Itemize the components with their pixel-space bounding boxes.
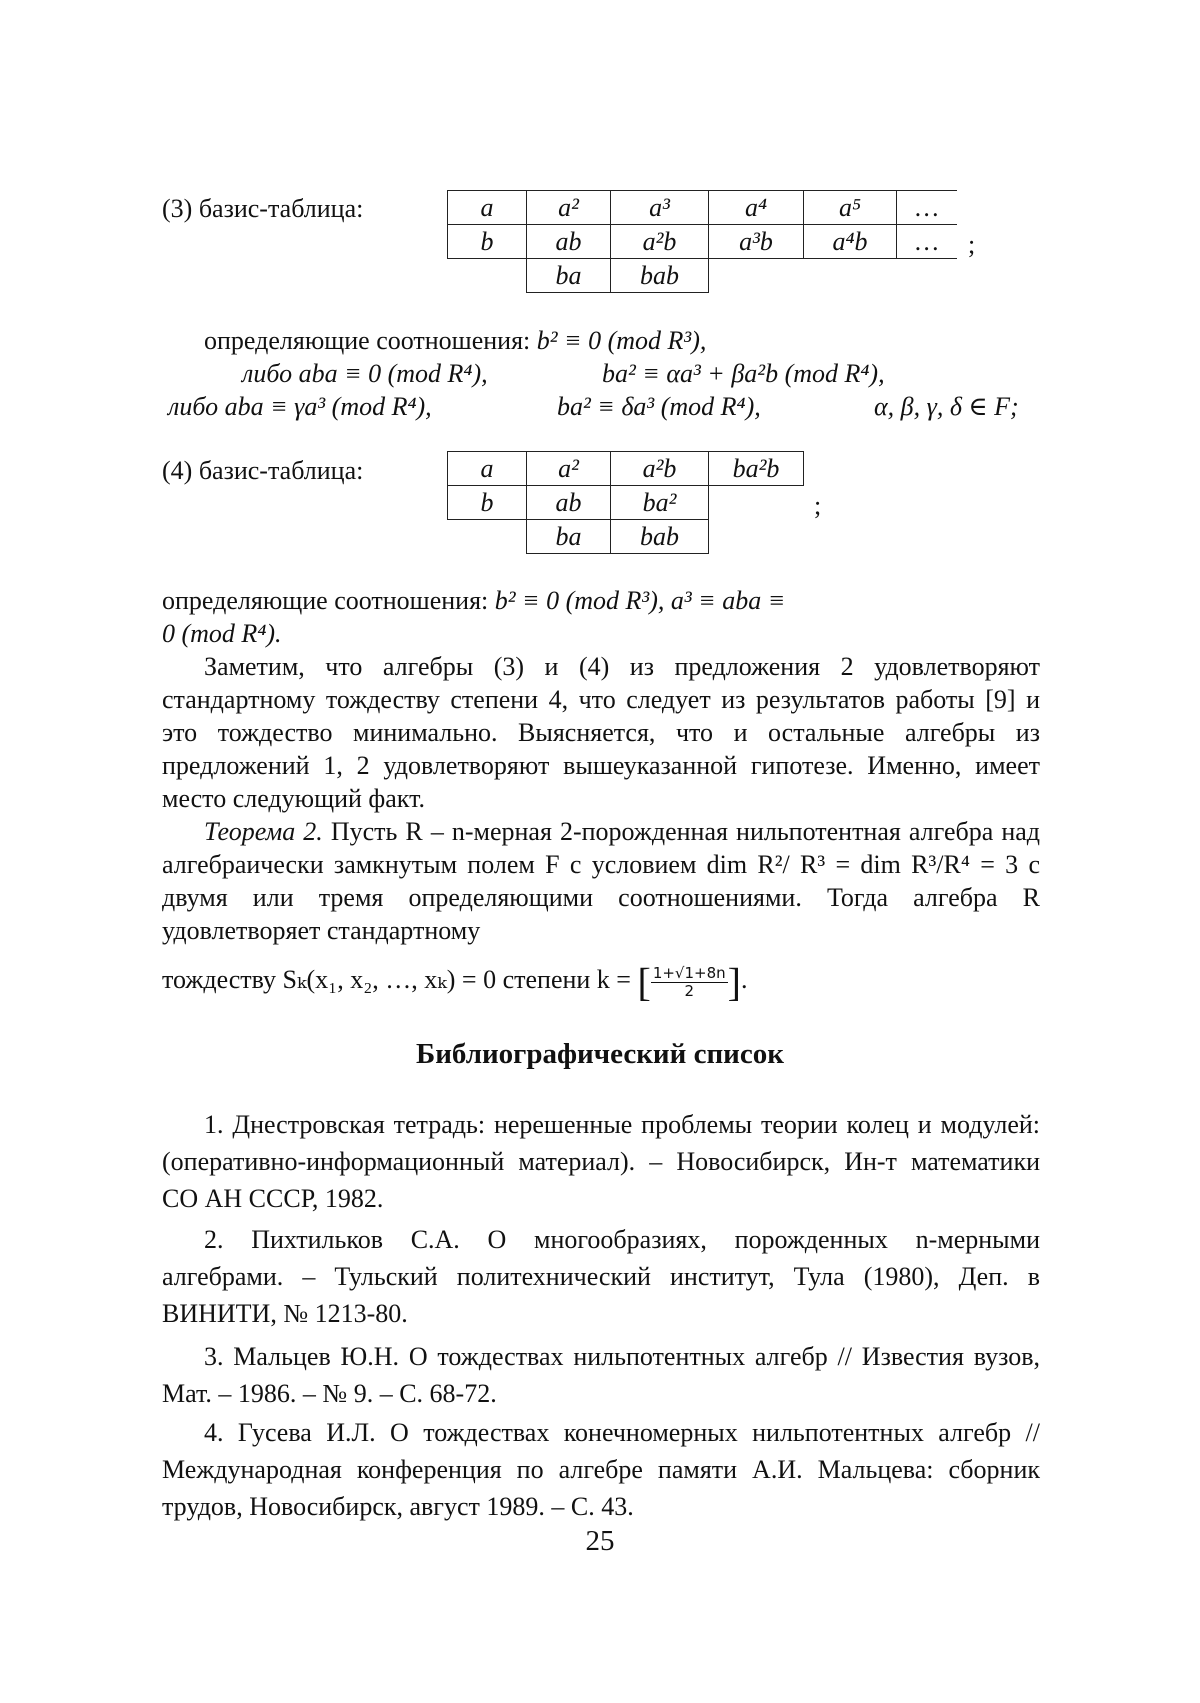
theorem-text: Пусть R – n-мерная 2-порожденная нильпотентная алгебра над алгебраически замкнутым полем F с условием dim R²/ R³ = dim R³/R⁴ = 3 с двумя или тремя определяющими соотношениями. Тогда алгебра R удовлетворяет стандартному bbox=[162, 817, 1040, 945]
b3-r2-c2: ab bbox=[527, 225, 611, 259]
b3-r2-c1: b bbox=[448, 225, 527, 259]
b3-r1-c1: a bbox=[448, 191, 527, 225]
block3-relations-line1 bbox=[204, 324, 706, 357]
block3-relation-aba-gamma: либо aba ≡ γa³ (mod R⁴), bbox=[168, 390, 432, 423]
block4-basis-table bbox=[447, 451, 804, 554]
block4-semicolon: ; bbox=[814, 489, 821, 522]
document-page bbox=[0, 0, 1200, 1703]
block3-relation-aba-zero: либо aba ≡ 0 (mod R⁴), bbox=[242, 357, 488, 390]
fraction-numerator: 1+√1+8n bbox=[651, 965, 728, 983]
block3-relations-label: определяющие соотношения: bbox=[204, 326, 537, 355]
theorem-end: . bbox=[741, 965, 748, 994]
b3-r3-c3: bab bbox=[611, 259, 709, 293]
theorem-formula: Sₖ(x₁, x₂, …, xₖ) = 0 степени k = bbox=[283, 965, 638, 994]
bracket-right-icon: ] bbox=[728, 960, 741, 1005]
bibliography-title: Библиографический список bbox=[0, 1036, 1200, 1072]
bracket-left-icon: [ bbox=[637, 960, 650, 1005]
block3-basis-table bbox=[447, 190, 957, 293]
b4-r1-c4: ba²b bbox=[709, 452, 804, 486]
reference-item-3: 3. Мальцев Ю.Н. О тождествах нильпотентных алгебр // Известия вузов, Мат. – 1986. – № 9. – С. 68-72. bbox=[162, 1338, 1040, 1412]
b4-r2-c3: ba² bbox=[611, 486, 709, 520]
block3-relation-params: α, β, γ, δ ∈ F; bbox=[874, 390, 1019, 423]
b3-r3-c2: ba bbox=[527, 259, 611, 293]
block4-relation-b2-a3: b² ≡ 0 (mod R³), a³ ≡ aba ≡ bbox=[495, 586, 786, 615]
b3-r2-c6: … bbox=[897, 225, 958, 259]
block3-label: (3) базис-таблица: bbox=[162, 192, 363, 225]
b4-r1-c2: a² bbox=[527, 452, 611, 486]
b4-r2-c1: b bbox=[448, 486, 527, 520]
fraction-denominator: 2 bbox=[651, 983, 728, 1000]
b3-r1-c3: a³ bbox=[611, 191, 709, 225]
reference-item-1: 1. Днестровская тетрадь: нерешенные проблемы теории колец и модулей: (оперативно-информационный материал). – Новосибирск, Ин-т математики СО АН СССР, 1982. bbox=[162, 1106, 1040, 1217]
b3-r1-c2: a² bbox=[527, 191, 611, 225]
b3-r1-c6: … bbox=[897, 191, 958, 225]
b4-r2-c2: ab bbox=[527, 486, 611, 520]
theorem-last-line bbox=[162, 963, 747, 1000]
reference-item-4: 4. Гусева И.Л. О тождествах конечномерных нильпотентных алгебр // Международная конференция по алгебре памяти А.И. Мальцева: сборник трудов, Новосибирск, август 1989. – С. 43. bbox=[162, 1414, 1040, 1525]
remark-paragraph: Заметим, что алгебры (3) и (4) из предложения 2 удовлетворяют стандартному тождеству степени 4, что следует из результатов работы [9] и это тождество минимально. Выясняется, что и остальные алгебры из предложений 1, 2 удовлетворяют вышеуказанной гипотезе. Именно, имеет место следующий факт. bbox=[162, 650, 1040, 815]
b4-r3-c2: ba bbox=[527, 520, 611, 554]
b3-r2-c4: a³b bbox=[709, 225, 804, 259]
block4-relations-label: определяющие соотношения: bbox=[162, 586, 495, 615]
b3-r1-c5: a⁵ bbox=[804, 191, 897, 225]
block3-relation-b2: b² ≡ 0 (mod R³), bbox=[537, 326, 707, 355]
b4-r3-c3: bab bbox=[611, 520, 709, 554]
theorem-fraction bbox=[651, 965, 728, 1000]
b4-r1-c1: a bbox=[448, 452, 527, 486]
theorem-paragraph bbox=[162, 815, 1040, 947]
reference-item-2: 2. Пихтильков С.А. О многообразиях, порожденных n-мерными алгебрами. – Тульский политехнический институт, Тула (1980), Деп. в ВИНИТИ, № 1213-80. bbox=[162, 1221, 1040, 1332]
b4-r1-c3: a²b bbox=[611, 452, 709, 486]
page-number: 25 bbox=[0, 1525, 1200, 1558]
block3-semicolon: ; bbox=[968, 228, 975, 261]
block3-relation-ba2-alpha: ba² ≡ αa³ + βa²b (mod R⁴), bbox=[602, 357, 885, 390]
theorem-label: Теорема 2. bbox=[204, 817, 323, 846]
b3-r2-c5: a⁴b bbox=[804, 225, 897, 259]
b3-r1-c4: a⁴ bbox=[709, 191, 804, 225]
b3-r2-c3: a²b bbox=[611, 225, 709, 259]
block4-label: (4) базис-таблица: bbox=[162, 454, 363, 487]
block3-relation-ba2-delta: ba² ≡ δa³ (mod R⁴), bbox=[557, 390, 761, 423]
theorem-last-text: тождеству bbox=[162, 965, 283, 994]
block4-relation-mod: 0 (mod R⁴). bbox=[162, 617, 282, 650]
block4-relations-line1 bbox=[162, 584, 785, 617]
